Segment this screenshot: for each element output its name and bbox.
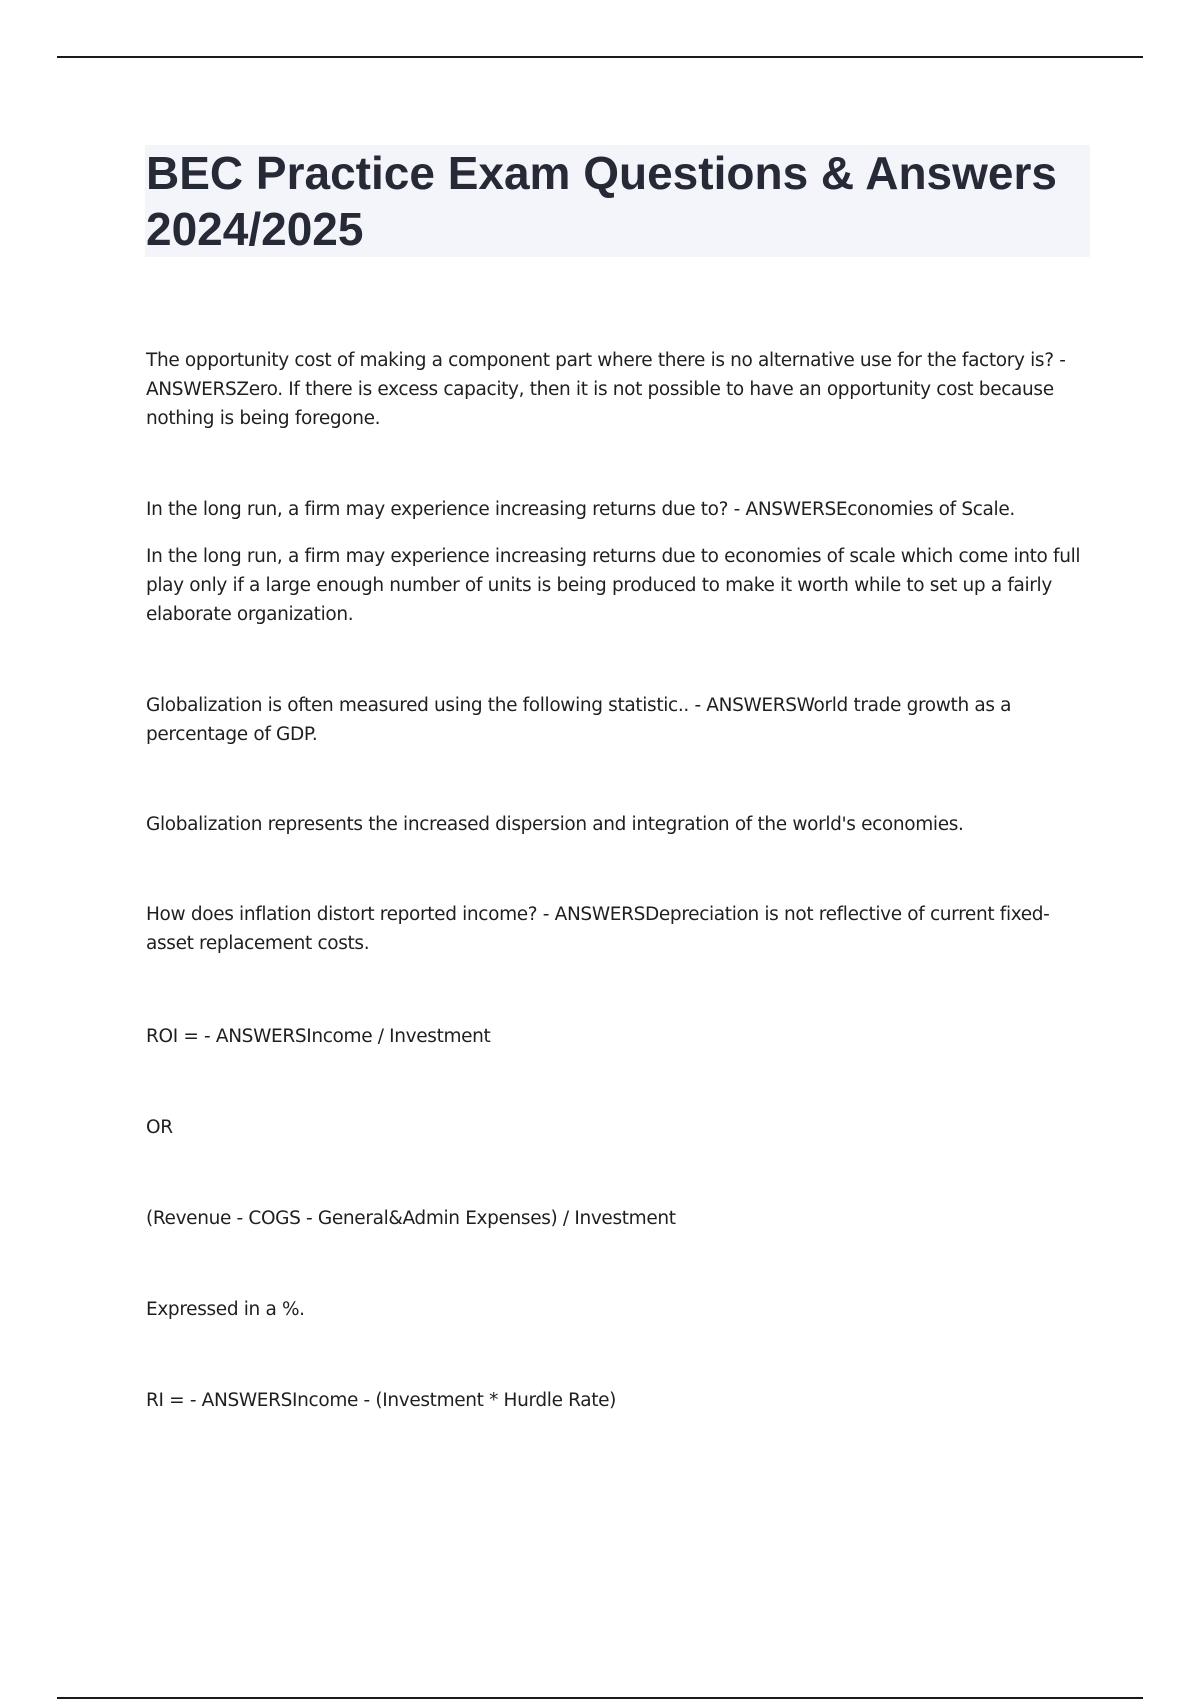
paragraph-opportunity-cost: The opportunity cost of making a component part where there is no alternative use for the factory is? - ANSWERSZero. If there is excess capacity, then it is not possible to have an opportunity cost because nothing is being foregone. <box>146 350 1066 429</box>
paragraph-increasing-returns-question: In the long run, a firm may experience increasing returns due to? - ANSWERSEconomies of Scale. <box>146 499 1015 520</box>
bottom-rule <box>57 1697 1143 1699</box>
paragraph-globalization-measure: Globalization is often measured using the following statistic.. - ANSWERSWorld trade growth as a percentage of GDP. <box>146 695 1012 745</box>
paragraph-roi-formula: (Revenue - COGS - General&Admin Expenses) / Investment <box>146 1208 676 1229</box>
paragraph-globalization-definition: Globalization represents the increased dispersion and integration of the world's economies. <box>146 814 964 835</box>
paragraph-or: OR <box>146 1117 173 1138</box>
paragraph-inflation: How does inflation distort reported income? - ANSWERSDepreciation is not reflective of current fixed-asset replacement costs. <box>146 904 1050 954</box>
paragraph-expressed-percent: Expressed in a %. <box>146 1299 305 1320</box>
paragraph-ri: RI = - ANSWERSIncome - (Investment * Hurdle Rate) <box>146 1390 617 1411</box>
paragraph-roi: ROI = - ANSWERSIncome / Investment <box>146 1026 491 1047</box>
page-title: BEC Practice Exam Questions & Answers 2024/2025 <box>146 147 1057 255</box>
paragraph-economies-of-scale: In the long run, a firm may experience increasing returns due to economies of scale which come into full play only if a large enough number of units is being produced to make it worth while to set up a fairly elaborate organization. <box>146 546 1081 625</box>
top-rule <box>57 56 1143 58</box>
